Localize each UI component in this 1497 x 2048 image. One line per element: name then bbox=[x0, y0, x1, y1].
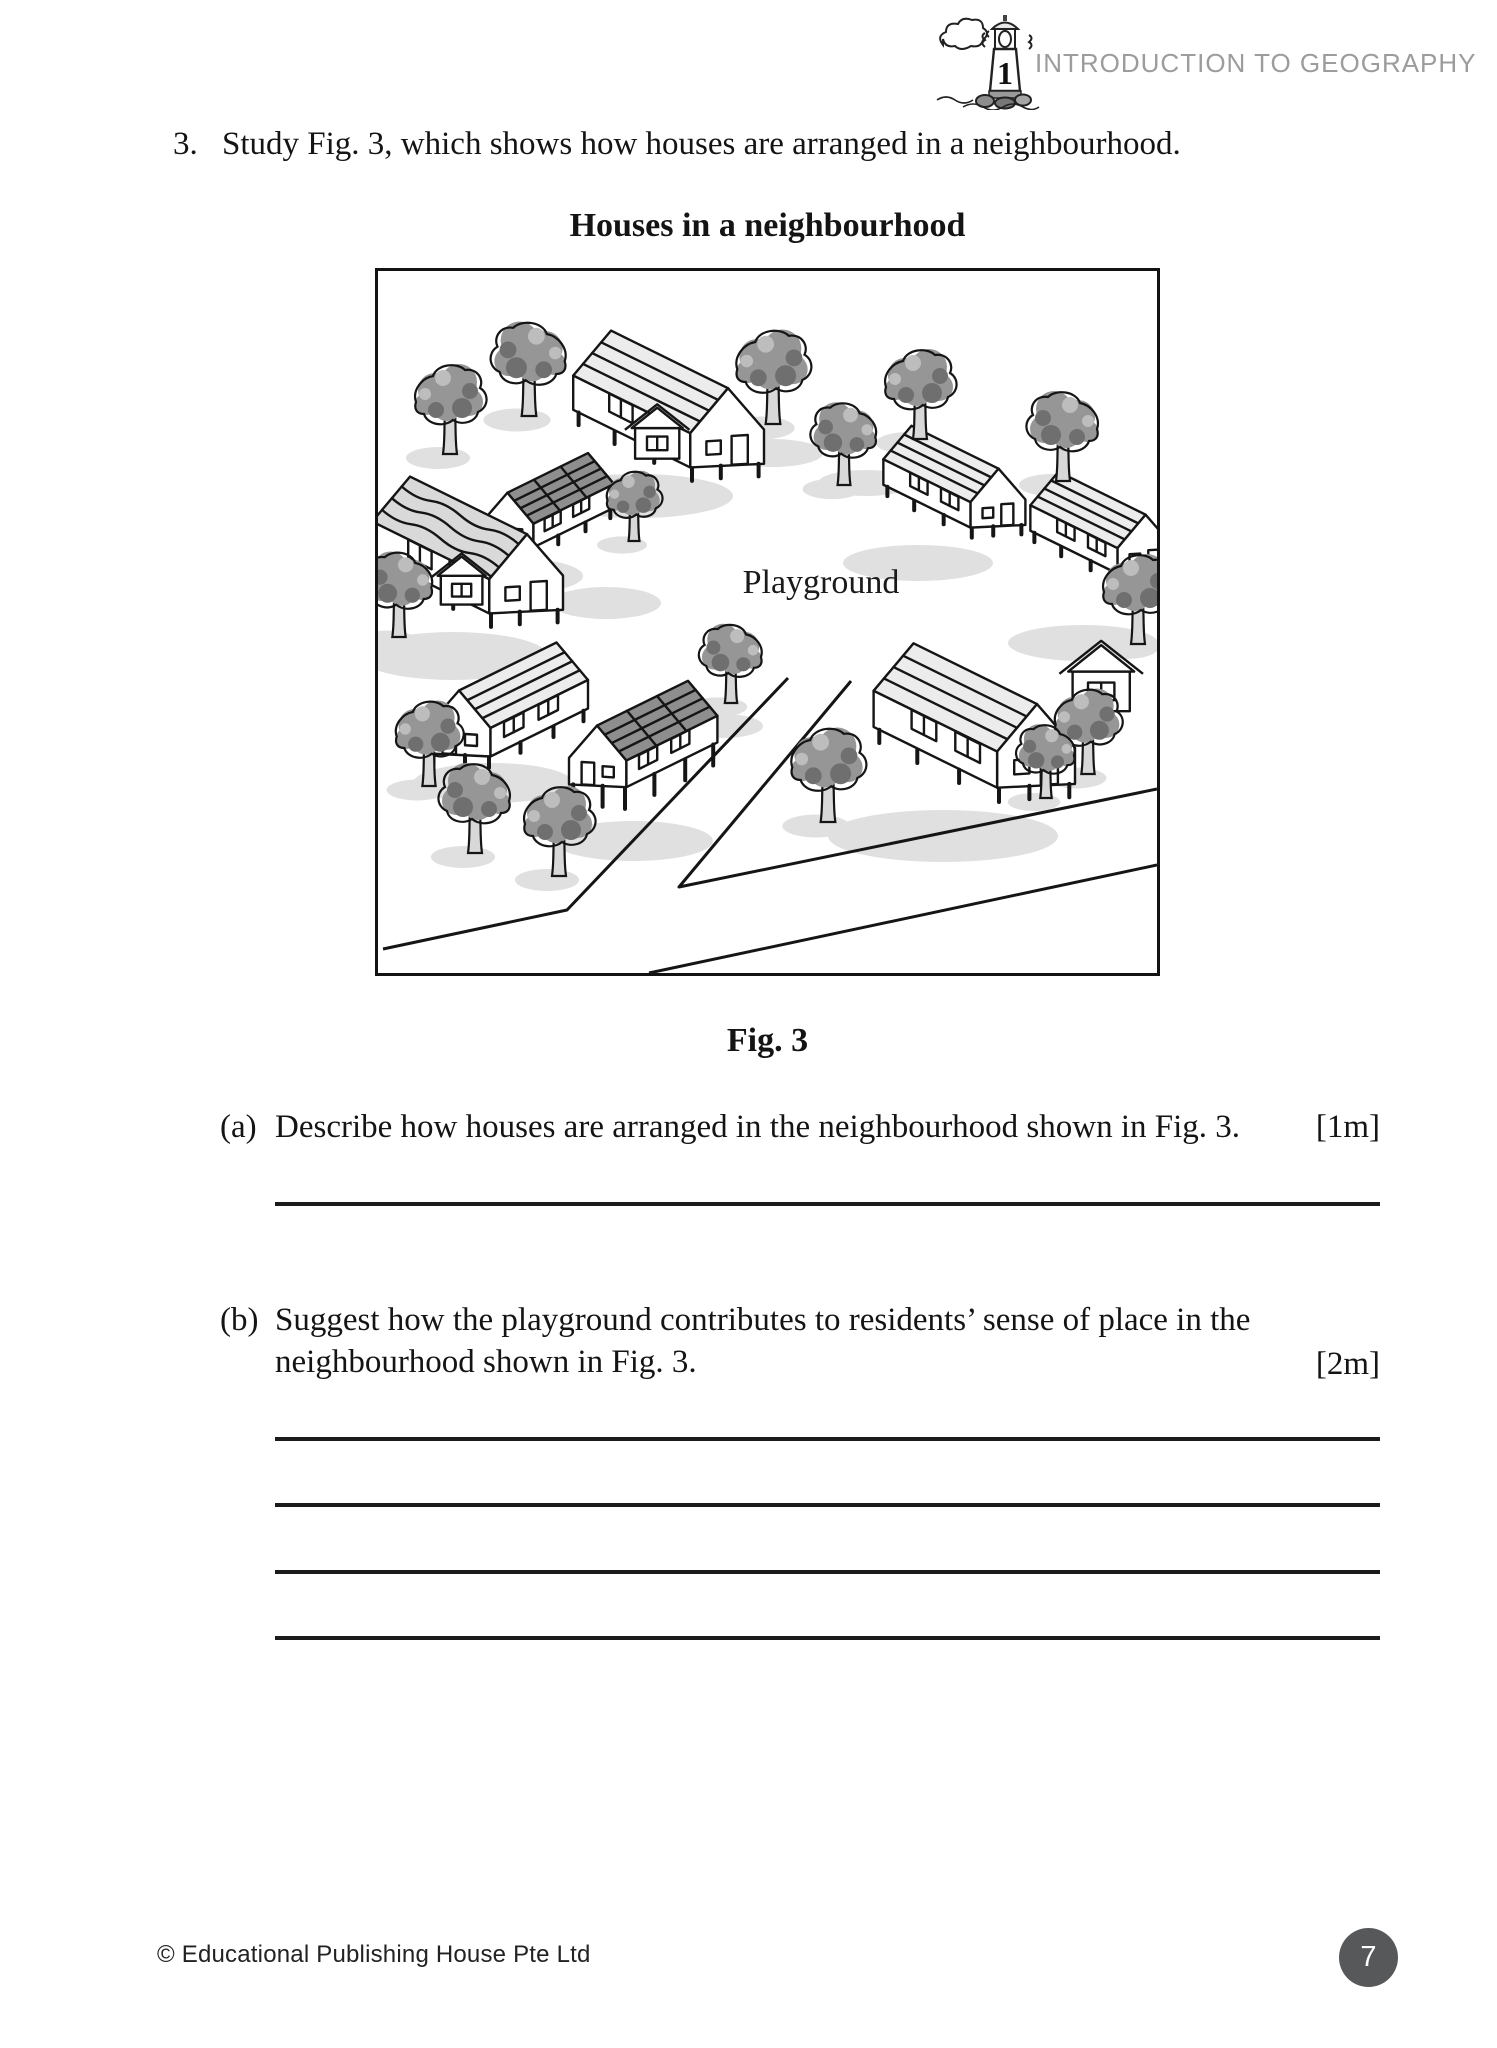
question-part-a bbox=[220, 1106, 1380, 1148]
answer-line bbox=[275, 1202, 1380, 1206]
question-part-b bbox=[220, 1299, 1380, 1383]
answer-line bbox=[275, 1570, 1380, 1574]
svg-text:1: 1 bbox=[997, 55, 1013, 91]
page-number-badge bbox=[1339, 1928, 1398, 1987]
answer-line bbox=[275, 1437, 1380, 1441]
playground-label: Playground bbox=[742, 564, 900, 601]
answer-line bbox=[275, 1636, 1380, 1640]
part-b-marks: [2m] bbox=[1315, 1346, 1380, 1382]
part-a-marks: [1m] bbox=[1315, 1109, 1380, 1145]
question-row bbox=[173, 123, 1388, 165]
page-number: 7 bbox=[1360, 1941, 1377, 1973]
figure-title: Houses in a neighbourhood bbox=[569, 207, 966, 244]
footer-copyright: © Educational Publishing House Pte Ltd bbox=[157, 1941, 591, 1968]
figure-box bbox=[375, 268, 1160, 976]
question-text: Study Fig. 3, which shows how houses are arranged in a neighbourhood. bbox=[222, 126, 1181, 162]
part-b-label: (b) bbox=[220, 1302, 259, 1338]
lighthouse-icon bbox=[933, 10, 1045, 110]
neighbourhood-illustration bbox=[378, 271, 1157, 973]
part-a-label: (a) bbox=[220, 1109, 257, 1145]
question-number: 3. bbox=[173, 126, 198, 162]
part-b-text: Suggest how the playground contributes to residents’ sense of place in the neighbourhood shown in Fig. 3. bbox=[275, 1302, 1251, 1380]
figure-caption: Fig. 3 bbox=[726, 1022, 809, 1059]
answer-line bbox=[275, 1503, 1380, 1507]
part-a-text: Describe how houses are arranged in the neighbourhood shown in Fig. 3. bbox=[275, 1109, 1241, 1145]
header-chapter-title: INTRODUCTION TO GEOGRAPHY bbox=[1035, 48, 1477, 78]
